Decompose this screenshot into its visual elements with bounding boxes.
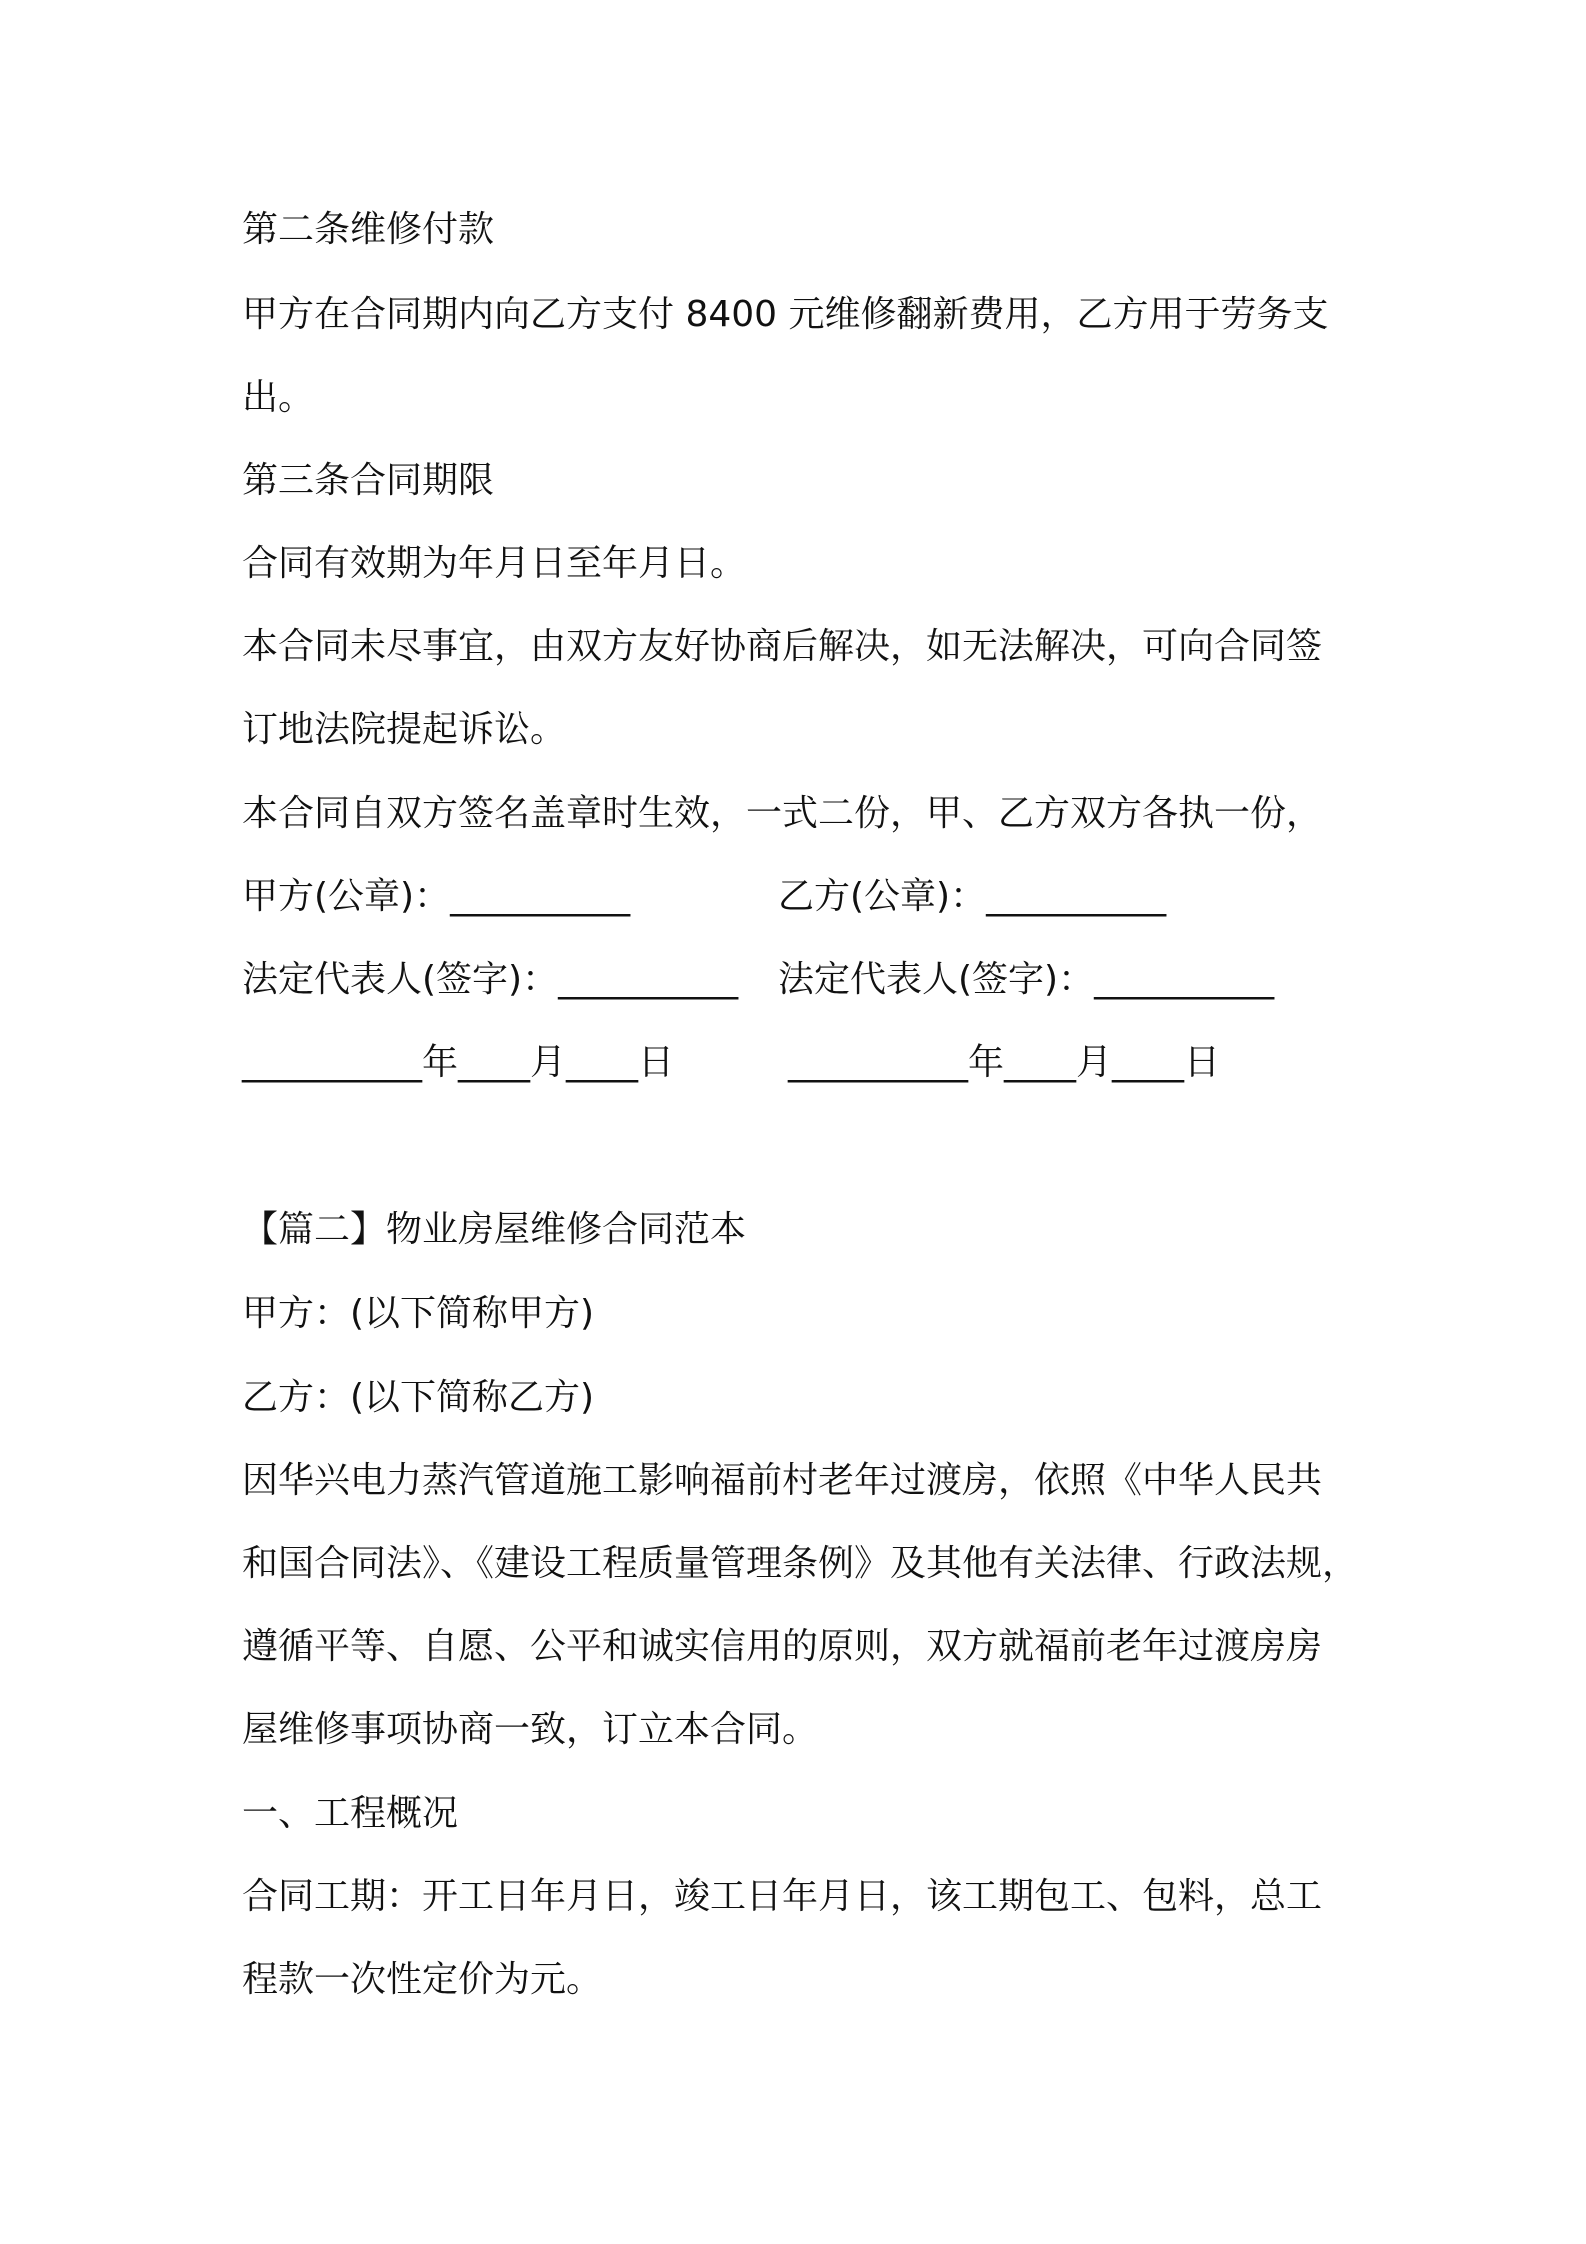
section-2-heading: 【篇二】物业房屋维修合同范本 [242, 1209, 747, 1250]
dispute-clause-line-2: 订地法院提起诉讼。 [242, 709, 567, 750]
seal-row [242, 873, 1167, 921]
representative-row [242, 956, 1275, 1004]
effect-clause: 本合同自双方签名盖章时生效，一式二份，甲、乙方双方各执一份， [242, 793, 1323, 834]
date-row [242, 1039, 1220, 1087]
party-b-seal: 乙方(公章)：__________ [778, 876, 1167, 917]
party-b-date: __________年____月____日 [788, 1042, 1220, 1083]
article-3-body: 合同有效期为年月日至年月日。 [242, 543, 747, 584]
intro-line-3: 遵循平等、自愿、公平和诚实信用的原则，双方就福前老年过渡房房 [242, 1626, 1323, 1667]
party-b-line: 乙方：(以下简称乙方) [242, 1377, 595, 1418]
article-2-title: 第二条维修付款 [242, 209, 495, 250]
article-2-body-line-2: 出。 [242, 377, 315, 418]
party-b-representative: 法定代表人(签字)：__________ [778, 959, 1275, 1000]
party-a-line: 甲方：(以下简称甲方) [242, 1293, 595, 1334]
party-a-date: __________年____月____日 [242, 1042, 674, 1083]
intro-line-1: 因华兴电力蒸汽管道施工影响福前村老年过渡房，依照《中华人民共 [242, 1460, 1323, 1501]
dispute-clause-line-1: 本合同未尽事宜，由双方友好协商后解决，如无法解决，可向合同签 [242, 626, 1323, 667]
intro-line-2: 和国合同法》、《建设工程质量管理条例》及其他有关法律、行政法规， [242, 1543, 1359, 1584]
period-line-1: 合同工期：开工日年月日，竣工日年月日，该工期包工、包料，总工 [242, 1876, 1323, 1917]
intro-line-4: 屋维修事项协商一致，订立本合同。 [242, 1709, 819, 1750]
article-3-title: 第三条合同期限 [242, 460, 495, 501]
part-1-title: 一、工程概况 [242, 1793, 459, 1834]
period-line-2: 程款一次性定价为元。 [242, 1959, 603, 2000]
article-2-body-line-1: 甲方在合同期内向乙方支付 8400 元维修翻新费用，乙方用于劳务支 [242, 294, 1329, 335]
party-a-representative: 法定代表人(签字)：__________ [242, 959, 739, 1000]
party-a-seal: 甲方(公章)：__________ [242, 876, 631, 917]
